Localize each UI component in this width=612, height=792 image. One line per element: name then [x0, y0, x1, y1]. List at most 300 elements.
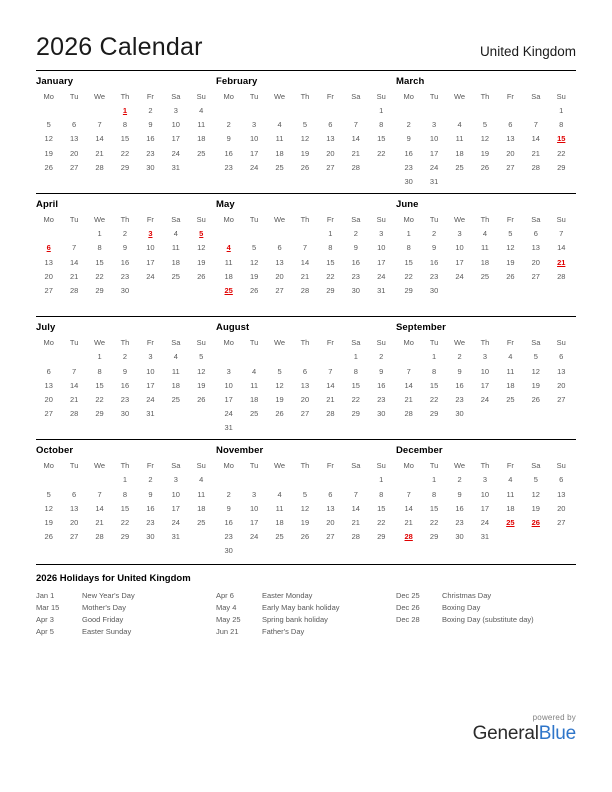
- day-cell[interactable]: 24: [429, 162, 439, 172]
- day-cell[interactable]: 11: [481, 243, 489, 253]
- day-cell[interactable]: 25: [275, 162, 284, 172]
- day-cell[interactable]: 14: [531, 134, 540, 144]
- day-cell[interactable]: 7: [72, 366, 77, 376]
- day-cell[interactable]: 24: [377, 271, 386, 281]
- day-cell[interactable]: 28: [351, 532, 360, 542]
- day-cell[interactable]: 30: [146, 162, 155, 172]
- day-cell-holiday[interactable]: 25: [224, 285, 233, 295]
- day-cell[interactable]: 14: [404, 380, 413, 390]
- day-cell[interactable]: 31: [171, 532, 180, 542]
- day-cell[interactable]: 27: [326, 532, 335, 542]
- day-cell[interactable]: 22: [377, 148, 386, 158]
- day-cell[interactable]: 18: [171, 257, 180, 267]
- day-cell[interactable]: 18: [197, 503, 206, 513]
- day-cell[interactable]: 2: [406, 120, 411, 130]
- day-cell[interactable]: 28: [95, 162, 104, 172]
- day-cell[interactable]: 22: [120, 518, 130, 528]
- day-cell[interactable]: 9: [432, 243, 437, 253]
- day-cell[interactable]: 9: [226, 503, 231, 513]
- day-cell[interactable]: 6: [72, 489, 77, 499]
- day-cell[interactable]: 14: [557, 243, 566, 253]
- day-cell[interactable]: 29: [557, 162, 566, 172]
- day-cell[interactable]: 13: [44, 257, 53, 267]
- day-cell[interactable]: 27: [557, 394, 566, 404]
- day-cell-holiday[interactable]: 28: [404, 532, 413, 542]
- day-cell[interactable]: 23: [146, 518, 155, 528]
- day-cell[interactable]: 30: [146, 532, 155, 542]
- day-cell[interactable]: 8: [122, 120, 128, 130]
- day-cell[interactable]: 16: [224, 148, 233, 158]
- day-cell[interactable]: 4: [199, 475, 204, 485]
- day-cell[interactable]: 24: [146, 394, 155, 404]
- day-cell[interactable]: 12: [197, 366, 206, 376]
- day-cell[interactable]: 20: [531, 257, 540, 267]
- day-cell[interactable]: 6: [277, 243, 282, 253]
- day-cell[interactable]: 19: [275, 394, 284, 404]
- day-cell[interactable]: 2: [122, 352, 128, 362]
- day-cell[interactable]: 25: [197, 148, 206, 158]
- day-cell[interactable]: 10: [171, 489, 180, 499]
- day-cell[interactable]: 5: [302, 120, 308, 130]
- day-cell[interactable]: 16: [146, 503, 155, 513]
- day-cell[interactable]: 18: [506, 503, 515, 513]
- day-cell[interactable]: 11: [506, 489, 515, 499]
- day-cell[interactable]: 24: [455, 271, 464, 281]
- day-cell[interactable]: 16: [455, 380, 464, 390]
- day-cell[interactable]: 23: [224, 162, 233, 172]
- day-cell[interactable]: 8: [122, 489, 128, 499]
- day-cell[interactable]: 7: [97, 120, 102, 130]
- day-cell[interactable]: 13: [300, 380, 310, 390]
- day-cell[interactable]: 17: [171, 134, 180, 144]
- day-cell[interactable]: 9: [122, 243, 128, 253]
- day-cell[interactable]: 30: [429, 285, 439, 295]
- day-cell[interactable]: 10: [146, 366, 155, 376]
- day-cell[interactable]: 13: [69, 503, 79, 513]
- day-cell[interactable]: 13: [326, 134, 335, 144]
- day-cell[interactable]: 19: [300, 148, 310, 158]
- day-cell[interactable]: 3: [173, 475, 178, 485]
- day-cell[interactable]: 24: [146, 271, 155, 281]
- day-cell[interactable]: 21: [69, 271, 79, 281]
- day-cell[interactable]: 17: [377, 257, 386, 267]
- day-cell[interactable]: 9: [226, 134, 231, 144]
- day-cell[interactable]: 24: [249, 532, 259, 542]
- day-cell[interactable]: 19: [531, 380, 540, 390]
- day-cell[interactable]: 8: [97, 366, 102, 376]
- day-cell[interactable]: 29: [95, 285, 104, 295]
- day-cell[interactable]: 16: [224, 518, 233, 528]
- day-cell[interactable]: 4: [173, 352, 178, 362]
- day-cell[interactable]: 5: [199, 352, 204, 362]
- day-cell[interactable]: 14: [326, 380, 335, 390]
- day-cell[interactable]: 22: [120, 148, 130, 158]
- day-cell[interactable]: 16: [146, 134, 155, 144]
- day-cell[interactable]: 8: [559, 120, 564, 130]
- day-cell[interactable]: 2: [457, 352, 462, 362]
- day-cell[interactable]: 12: [480, 134, 490, 144]
- day-cell[interactable]: 17: [146, 257, 155, 267]
- day-cell[interactable]: 29: [429, 532, 439, 542]
- day-cell[interactable]: 10: [377, 243, 386, 253]
- day-cell[interactable]: 28: [69, 409, 79, 419]
- day-cell[interactable]: 1: [432, 475, 437, 485]
- day-cell[interactable]: 20: [69, 518, 79, 528]
- day-cell[interactable]: 1: [379, 475, 384, 485]
- day-cell-holiday[interactable]: 4: [226, 243, 231, 253]
- day-cell[interactable]: 27: [44, 285, 53, 295]
- day-cell[interactable]: 14: [69, 380, 79, 390]
- day-cell[interactable]: 13: [275, 257, 284, 267]
- day-cell[interactable]: 19: [44, 148, 53, 158]
- day-cell[interactable]: 8: [432, 366, 437, 376]
- day-cell[interactable]: 29: [120, 532, 130, 542]
- day-cell[interactable]: 3: [457, 229, 462, 239]
- day-cell[interactable]: 1: [353, 352, 358, 362]
- day-cell[interactable]: 26: [197, 394, 206, 404]
- day-cell[interactable]: 18: [480, 257, 490, 267]
- day-cell[interactable]: 21: [351, 518, 360, 528]
- day-cell[interactable]: 27: [531, 271, 540, 281]
- day-cell-holiday[interactable]: 6: [46, 243, 51, 253]
- day-cell[interactable]: 23: [455, 394, 464, 404]
- day-cell[interactable]: 4: [252, 366, 257, 376]
- day-cell[interactable]: 17: [146, 380, 155, 390]
- day-cell[interactable]: 18: [171, 380, 180, 390]
- day-cell[interactable]: 20: [69, 148, 79, 158]
- day-cell[interactable]: 22: [429, 518, 439, 528]
- day-cell[interactable]: 26: [300, 162, 310, 172]
- day-cell-holiday[interactable]: 21: [557, 257, 566, 267]
- day-cell[interactable]: 23: [455, 518, 464, 528]
- day-cell[interactable]: 24: [224, 409, 233, 419]
- day-cell[interactable]: 11: [197, 120, 206, 130]
- day-cell[interactable]: 9: [457, 489, 462, 499]
- day-cell-holiday[interactable]: 3: [148, 229, 153, 239]
- day-cell[interactable]: 6: [508, 120, 513, 130]
- day-cell[interactable]: 5: [508, 229, 513, 239]
- day-cell[interactable]: 25: [197, 518, 206, 528]
- day-cell[interactable]: 4: [277, 120, 282, 130]
- day-cell[interactable]: 8: [97, 243, 102, 253]
- day-cell-holiday[interactable]: 25: [506, 518, 515, 528]
- day-cell[interactable]: 8: [379, 489, 384, 499]
- day-cell[interactable]: 24: [480, 518, 490, 528]
- day-cell[interactable]: 6: [328, 120, 333, 130]
- day-cell[interactable]: 25: [171, 271, 180, 281]
- day-cell[interactable]: 1: [379, 106, 384, 116]
- day-cell[interactable]: 8: [406, 243, 411, 253]
- day-cell[interactable]: 11: [171, 243, 180, 253]
- day-cell[interactable]: 27: [506, 162, 515, 172]
- day-cell[interactable]: 9: [406, 134, 411, 144]
- day-cell[interactable]: 16: [377, 380, 386, 390]
- day-cell[interactable]: 6: [559, 475, 564, 485]
- day-cell[interactable]: 13: [557, 366, 566, 376]
- day-cell[interactable]: 10: [480, 366, 490, 376]
- day-cell[interactable]: 17: [249, 148, 259, 158]
- day-cell[interactable]: 13: [326, 503, 335, 513]
- day-cell[interactable]: 10: [249, 503, 259, 513]
- day-cell[interactable]: 6: [302, 366, 308, 376]
- day-cell[interactable]: 3: [432, 120, 437, 130]
- day-cell[interactable]: 4: [457, 120, 462, 130]
- day-cell-holiday[interactable]: 5: [199, 229, 204, 239]
- day-cell[interactable]: 10: [171, 120, 180, 130]
- day-cell[interactable]: 22: [95, 394, 104, 404]
- day-cell[interactable]: 12: [44, 503, 53, 513]
- day-cell[interactable]: 10: [480, 489, 490, 499]
- day-cell-holiday[interactable]: 26: [531, 518, 540, 528]
- day-cell[interactable]: 12: [506, 243, 515, 253]
- day-cell[interactable]: 17: [455, 257, 464, 267]
- day-cell[interactable]: 2: [379, 352, 384, 362]
- day-cell[interactable]: 9: [122, 366, 128, 376]
- day-cell[interactable]: 23: [120, 394, 130, 404]
- day-cell[interactable]: 20: [275, 271, 284, 281]
- day-cell[interactable]: 24: [171, 518, 180, 528]
- day-cell[interactable]: 4: [508, 352, 513, 362]
- day-cell[interactable]: 18: [224, 271, 233, 281]
- day-cell[interactable]: 3: [173, 106, 178, 116]
- day-cell[interactable]: 24: [249, 162, 259, 172]
- day-cell[interactable]: 29: [95, 409, 104, 419]
- day-cell[interactable]: 24: [480, 394, 490, 404]
- day-cell[interactable]: 10: [429, 134, 439, 144]
- day-cell[interactable]: 30: [377, 409, 386, 419]
- day-cell[interactable]: 23: [224, 532, 233, 542]
- day-cell[interactable]: 21: [531, 148, 540, 158]
- day-cell[interactable]: 15: [404, 257, 413, 267]
- day-cell[interactable]: 11: [275, 134, 284, 144]
- day-cell[interactable]: 23: [377, 394, 386, 404]
- day-cell[interactable]: 19: [480, 148, 490, 158]
- day-cell[interactable]: 15: [95, 380, 104, 390]
- day-cell[interactable]: 21: [326, 394, 335, 404]
- day-cell[interactable]: 13: [69, 134, 79, 144]
- day-cell[interactable]: 27: [300, 409, 310, 419]
- day-cell[interactable]: 28: [557, 271, 566, 281]
- day-cell[interactable]: 5: [277, 366, 282, 376]
- day-cell[interactable]: 11: [275, 503, 284, 513]
- day-cell[interactable]: 19: [506, 257, 515, 267]
- day-cell[interactable]: 30: [120, 409, 130, 419]
- day-cell[interactable]: 9: [148, 120, 153, 130]
- day-cell[interactable]: 22: [557, 148, 566, 158]
- day-cell[interactable]: 9: [353, 243, 358, 253]
- day-cell[interactable]: 21: [404, 518, 413, 528]
- day-cell[interactable]: 27: [275, 285, 284, 295]
- day-cell[interactable]: 10: [455, 243, 464, 253]
- day-cell[interactable]: 7: [533, 120, 538, 130]
- day-cell[interactable]: 3: [482, 352, 488, 362]
- day-cell[interactable]: 29: [120, 162, 130, 172]
- day-cell[interactable]: 28: [326, 409, 335, 419]
- day-cell[interactable]: 20: [326, 518, 335, 528]
- day-cell[interactable]: 2: [226, 120, 231, 130]
- day-cell[interactable]: 28: [95, 532, 104, 542]
- day-cell[interactable]: 1: [406, 229, 411, 239]
- day-cell[interactable]: 25: [455, 162, 464, 172]
- day-cell[interactable]: 12: [300, 503, 310, 513]
- day-cell[interactable]: 25: [249, 409, 259, 419]
- day-cell[interactable]: 14: [95, 134, 104, 144]
- day-cell[interactable]: 11: [197, 489, 206, 499]
- day-cell[interactable]: 15: [326, 257, 335, 267]
- day-cell[interactable]: 30: [455, 532, 464, 542]
- day-cell[interactable]: 25: [480, 271, 490, 281]
- day-cell[interactable]: 30: [120, 285, 130, 295]
- day-cell[interactable]: 15: [120, 134, 130, 144]
- day-cell[interactable]: 20: [557, 503, 566, 513]
- day-cell[interactable]: 29: [351, 409, 360, 419]
- day-cell[interactable]: 26: [531, 394, 540, 404]
- day-cell[interactable]: 1: [122, 475, 128, 485]
- day-cell[interactable]: 17: [429, 148, 439, 158]
- day-cell[interactable]: 23: [351, 271, 360, 281]
- day-cell[interactable]: 2: [122, 229, 128, 239]
- day-cell[interactable]: 30: [455, 409, 464, 419]
- day-cell-holiday[interactable]: 1: [122, 106, 128, 116]
- day-cell[interactable]: 7: [559, 229, 564, 239]
- day-cell[interactable]: 27: [69, 162, 79, 172]
- day-cell[interactable]: 27: [326, 162, 335, 172]
- day-cell[interactable]: 7: [328, 366, 333, 376]
- day-cell[interactable]: 26: [506, 271, 515, 281]
- day-cell[interactable]: 5: [252, 243, 257, 253]
- day-cell[interactable]: 7: [72, 243, 77, 253]
- day-cell[interactable]: 15: [429, 380, 439, 390]
- day-cell[interactable]: 31: [429, 177, 439, 187]
- day-cell[interactable]: 3: [226, 366, 231, 376]
- day-cell[interactable]: 15: [95, 257, 104, 267]
- day-cell[interactable]: 25: [275, 532, 284, 542]
- day-cell[interactable]: 11: [455, 134, 464, 144]
- day-cell[interactable]: 7: [406, 366, 411, 376]
- day-cell[interactable]: 8: [432, 489, 437, 499]
- day-cell[interactable]: 11: [171, 366, 180, 376]
- day-cell[interactable]: 30: [224, 546, 233, 556]
- day-cell[interactable]: 17: [249, 518, 259, 528]
- day-cell[interactable]: 26: [44, 532, 53, 542]
- day-cell[interactable]: 19: [300, 518, 310, 528]
- day-cell[interactable]: 18: [506, 380, 515, 390]
- day-cell[interactable]: 6: [559, 352, 564, 362]
- day-cell[interactable]: 31: [146, 409, 155, 419]
- day-cell[interactable]: 15: [351, 380, 360, 390]
- day-cell[interactable]: 20: [326, 148, 335, 158]
- day-cell[interactable]: 5: [46, 120, 51, 130]
- day-cell[interactable]: 4: [199, 106, 204, 116]
- day-cell[interactable]: 9: [148, 489, 153, 499]
- day-cell[interactable]: 29: [377, 532, 386, 542]
- day-cell[interactable]: 12: [275, 380, 284, 390]
- day-cell[interactable]: 26: [275, 409, 284, 419]
- day-cell[interactable]: 16: [120, 380, 130, 390]
- day-cell[interactable]: 14: [404, 503, 413, 513]
- day-cell[interactable]: 27: [557, 518, 566, 528]
- day-cell[interactable]: 12: [531, 366, 540, 376]
- day-cell[interactable]: 9: [379, 366, 384, 376]
- day-cell[interactable]: 7: [302, 243, 308, 253]
- day-cell[interactable]: 22: [377, 518, 386, 528]
- day-cell[interactable]: 24: [171, 148, 180, 158]
- day-cell-holiday[interactable]: 15: [557, 134, 566, 144]
- day-cell[interactable]: 29: [404, 285, 413, 295]
- day-cell[interactable]: 5: [533, 352, 538, 362]
- day-cell[interactable]: 4: [277, 489, 282, 499]
- day-cell[interactable]: 31: [224, 423, 233, 433]
- day-cell[interactable]: 23: [404, 162, 413, 172]
- day-cell[interactable]: 20: [44, 394, 53, 404]
- day-cell[interactable]: 7: [353, 120, 358, 130]
- day-cell[interactable]: 14: [95, 503, 104, 513]
- day-cell[interactable]: 7: [406, 489, 411, 499]
- day-cell[interactable]: 21: [404, 394, 413, 404]
- day-cell[interactable]: 25: [506, 394, 515, 404]
- day-cell[interactable]: 31: [480, 532, 490, 542]
- day-cell[interactable]: 30: [351, 285, 360, 295]
- day-cell[interactable]: 1: [97, 229, 102, 239]
- day-cell[interactable]: 22: [326, 271, 335, 281]
- day-cell[interactable]: 17: [171, 503, 180, 513]
- day-cell[interactable]: 3: [252, 489, 257, 499]
- day-cell[interactable]: 14: [351, 503, 360, 513]
- day-cell[interactable]: 22: [404, 271, 413, 281]
- day-cell[interactable]: 26: [249, 285, 259, 295]
- day-cell[interactable]: 27: [44, 409, 53, 419]
- day-cell[interactable]: 9: [457, 366, 462, 376]
- day-cell[interactable]: 20: [300, 394, 310, 404]
- day-cell[interactable]: 21: [300, 271, 310, 281]
- day-cell[interactable]: 28: [300, 285, 310, 295]
- day-cell[interactable]: 2: [226, 489, 231, 499]
- day-cell[interactable]: 2: [432, 229, 437, 239]
- day-cell[interactable]: 8: [353, 366, 358, 376]
- day-cell[interactable]: 3: [482, 475, 488, 485]
- day-cell[interactable]: 1: [97, 352, 102, 362]
- day-cell[interactable]: 14: [300, 257, 310, 267]
- day-cell[interactable]: 1: [432, 352, 437, 362]
- day-cell[interactable]: 26: [197, 271, 206, 281]
- day-cell[interactable]: 11: [506, 366, 515, 376]
- day-cell[interactable]: 4: [508, 475, 513, 485]
- day-cell[interactable]: 6: [46, 366, 51, 376]
- day-cell[interactable]: 15: [377, 503, 386, 513]
- day-cell[interactable]: 4: [173, 229, 178, 239]
- day-cell[interactable]: 5: [302, 489, 308, 499]
- day-cell[interactable]: 10: [249, 134, 259, 144]
- day-cell[interactable]: 21: [95, 518, 104, 528]
- day-cell[interactable]: 3: [148, 352, 153, 362]
- day-cell[interactable]: 28: [69, 285, 79, 295]
- day-cell[interactable]: 18: [197, 134, 206, 144]
- day-cell[interactable]: 31: [171, 162, 180, 172]
- day-cell[interactable]: 22: [429, 394, 439, 404]
- day-cell[interactable]: 18: [275, 148, 284, 158]
- day-cell[interactable]: 12: [197, 243, 206, 253]
- day-cell[interactable]: 1: [328, 229, 333, 239]
- day-cell[interactable]: 2: [353, 229, 358, 239]
- day-cell[interactable]: 19: [531, 503, 540, 513]
- day-cell[interactable]: 20: [557, 380, 566, 390]
- day-cell[interactable]: 12: [300, 134, 310, 144]
- day-cell[interactable]: 3: [252, 120, 257, 130]
- day-cell[interactable]: 27: [69, 532, 79, 542]
- day-cell[interactable]: 20: [506, 148, 515, 158]
- day-cell[interactable]: 19: [197, 380, 206, 390]
- day-cell[interactable]: 10: [146, 243, 155, 253]
